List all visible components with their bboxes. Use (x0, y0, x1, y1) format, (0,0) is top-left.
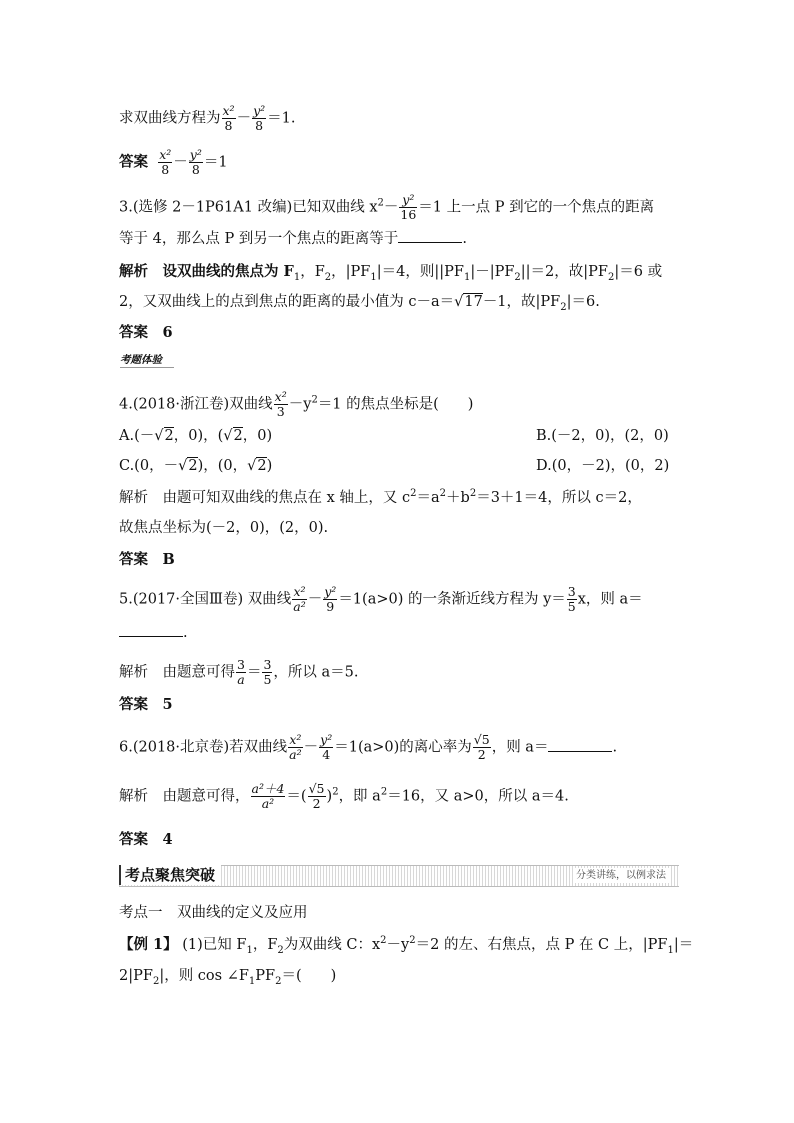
option-a[interactable]: A.(－√2，0)，(√2，0) (119, 428, 273, 444)
text-line-1: 求双曲线方程为 $\frac{\text{x²}}{8}$ － $\frac{\text{y²}}{8}$ ＝1. (119, 103, 296, 133)
option-b[interactable]: B.(－2，0)，(2，0) (536, 428, 669, 444)
question-3-line-2: 等于 4，那么点 P 到另一个焦点的距离等于 . (119, 228, 467, 249)
text: 求双曲线方程为 (119, 110, 221, 127)
option-d[interactable]: D.(0，－2)，(0，2) (536, 458, 670, 474)
answer-3: 答案 6 (119, 324, 173, 341)
solution-4-line-1: 解析 由题可知双曲线的焦点在 x 轴上，又 $c^2=a^2+b^2=3+1=4$，所以 c＝2， (119, 488, 642, 506)
answer-label: 答案 (119, 153, 148, 171)
text: ＝1. (267, 110, 296, 127)
topic-heading: 考点一 双曲线的定义及应用 (119, 905, 308, 921)
fraction: $\frac{\text{x²}}{8}$ (222, 103, 235, 133)
section-title: 考点聚焦突破 (119, 865, 221, 885)
answer-blank (548, 737, 612, 752)
answer-6: 答案 4 (119, 831, 173, 848)
answer-1: 答案 $\frac{\text{x²}}{8}$ － $\frac{\text{y²}}{8}$ ＝1 (119, 147, 228, 177)
question-6: 6.(2018·北京卷)若双曲线 $\frac{\text{x²}}{\text{a²}}$ － $\frac{\text{y²}}{4}$ ＝1(a>0)的离心率为 $\frac{√5}{2}$ ，则 a＝ . (119, 732, 618, 762)
answer-blank (398, 228, 462, 243)
question-5-line-1: 5.(2017·全国Ⅲ卷) 双曲线 $\frac{\text{x²}}{\text{a²}}$ － $\frac{\text{y²}}{9}$ ＝1(a>0) 的一条渐近线方程为 y＝ $\frac{3}{5}$ x，则 a＝ (119, 584, 643, 614)
answer-blank (119, 622, 183, 637)
answer-5: 答案 5 (119, 696, 173, 713)
solution-3-line-1: 解析 设双曲线的焦点为 $F_1$，$F_2$，$|PF_1|=4$，则$||PF_1|-|PF_2||=2$，故$|PF_2|=6$ 或 (119, 263, 663, 283)
section-subtitle: 分类讲练，以例求法 (573, 868, 669, 883)
example-1-line-1: 【例 1】 (1)已知 $F_1$，$F_2$为双曲线 C：$x^2-y^2=2$ 的左、右焦点，点 P 在 C 上，$|PF_1|=$ (119, 935, 694, 956)
solution-5: 解析 由题意可得 $\frac{3}{a}$ ＝ $\frac{3}{5}$ ，所以 a＝5. (119, 657, 359, 687)
solution-4-line-2: 故焦点坐标为(－2，0)，(2，0). (119, 520, 329, 536)
question-4: 4.(2018·浙江卷)双曲线 $\frac{\text{x²}}{3}$ $-y^2=1$ 的焦点坐标是( ) (119, 389, 474, 419)
solution-6: 解析 由题意可得， $\frac{\text{a²＋4}}{\text{a²}}$ ＝( $\frac{√5}{2}$ )$^2$，即 $a^2=16$，又 a>0，所以 a＝4. (119, 781, 569, 811)
section-tag: 考题体验 (120, 352, 174, 368)
example-1-line-2: $2|PF_2|$，则 $\cos \angle F_1PF_2=$( ) (119, 968, 337, 987)
question-5-line-2: . (119, 622, 188, 643)
fraction: $\frac{\text{y²}}{8}$ (253, 103, 266, 133)
option-c[interactable]: C.(0，－√2)，(0，√2) (119, 458, 273, 474)
answer-4: 答案 B (119, 551, 175, 568)
solution-3-line-2: 2，又双曲线上的点到焦点的距离的最小值为 c－a＝√17－1，故$|PF_2|=6$. (119, 294, 600, 313)
section-header (119, 865, 679, 887)
question-3-line-1: 3.(选修 2－1P61A1 改编)已知双曲线 $x^2-$ $\frac{\text{y²}}{16}$ ＝1 上一点 P 到它的一个焦点的距离 (119, 192, 655, 222)
